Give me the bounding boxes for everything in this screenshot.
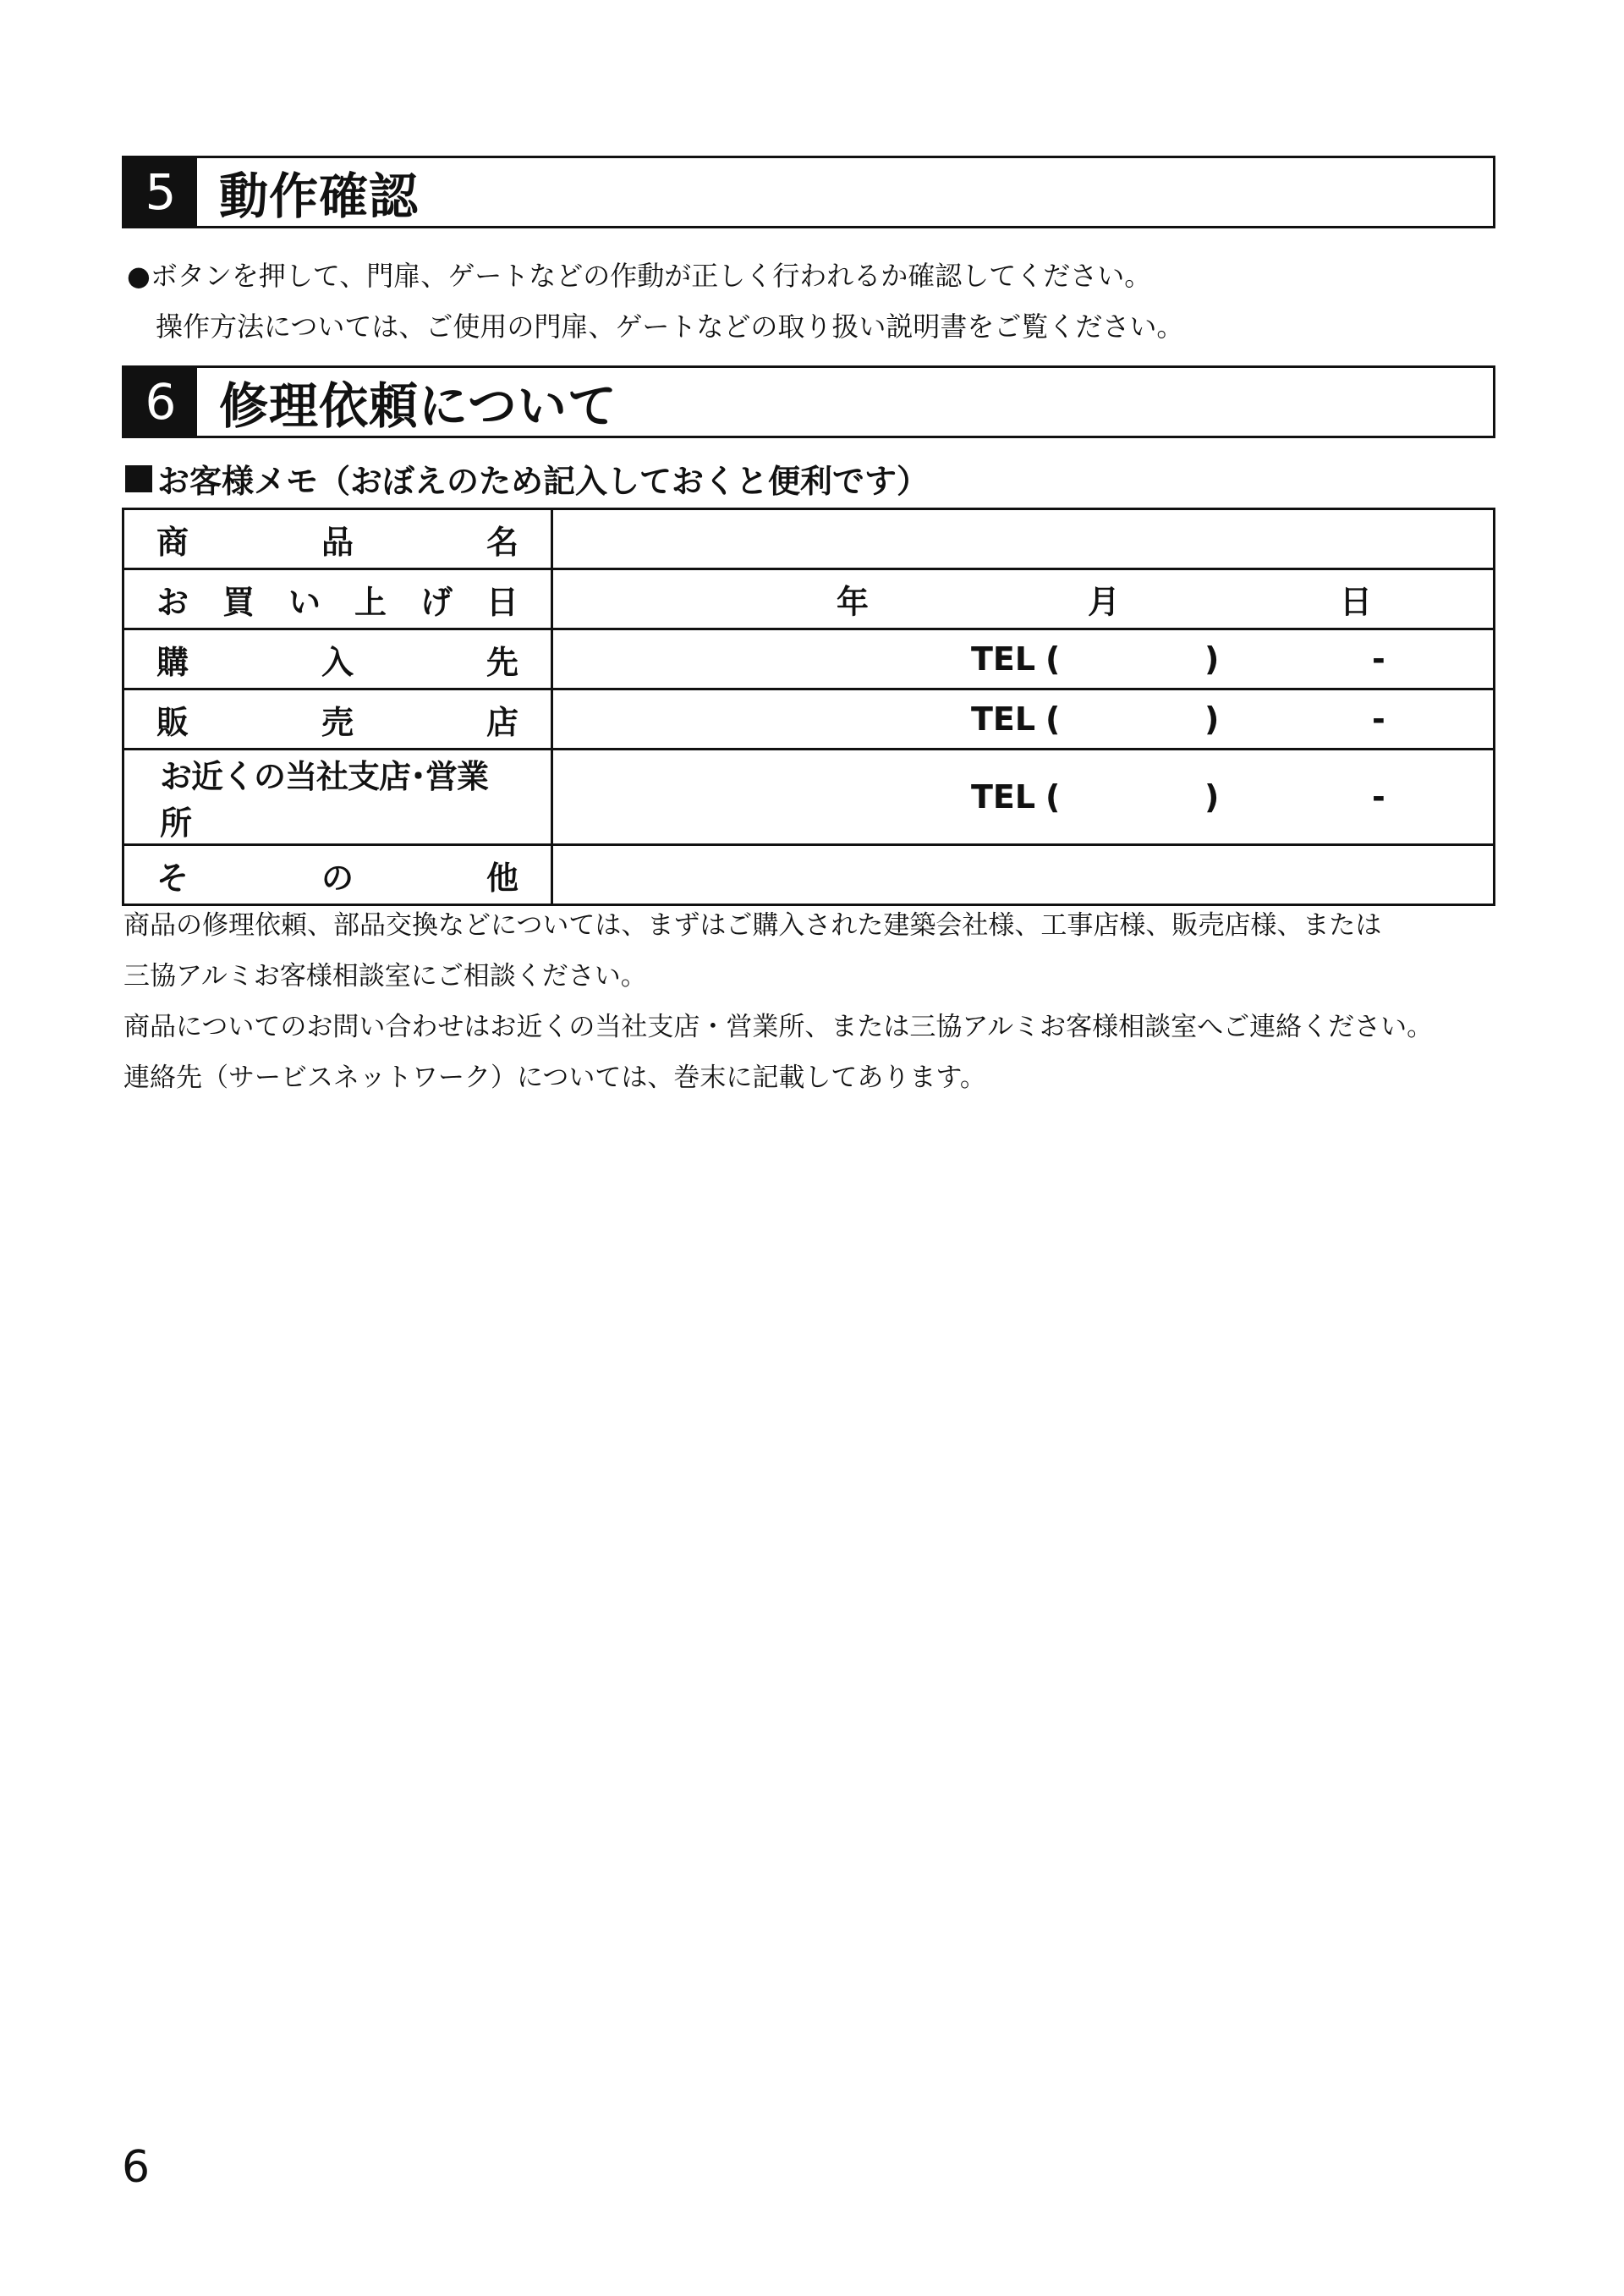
product-name-field[interactable] [552,509,1495,569]
page-number: 6 [122,2142,151,2193]
label-shop: 販 売 店 [123,689,552,750]
section-5-body [127,250,1183,352]
note-line: 連絡先（サービスネットワーク）については、巻末に記載してあります。 [123,1063,986,1093]
label-purchase-date: お 買 い 上 げ 日 [123,569,552,629]
table-row [123,569,1495,629]
section-title: 修理依頼について [219,377,617,435]
tel-paren-close: ) [1204,700,1220,738]
tel-dash: - [1372,700,1385,738]
section-5-header [122,156,1495,228]
table-row [123,689,1495,750]
tel-label: TEL [971,700,1036,738]
section-6-header [122,365,1495,438]
square-bullet-icon [125,465,152,492]
note-line: 商品についてのお問い合わせはお近くの当社支店・営業所、または三協アルミお客様相談室へご連絡ください。 [123,1012,1434,1042]
other-field[interactable] [552,845,1495,905]
year-label: 年 [837,583,870,621]
table-row [123,509,1495,569]
section-number: 6 [124,368,197,436]
section-number: 5 [124,158,197,226]
day-label: 日 [1340,583,1373,621]
tel-dash: - [1372,778,1385,816]
shop-field[interactable] [552,689,1495,750]
instruction-line: 操作方法については、ご使用の門扉、ゲートなどの取り扱い説明書をご覧ください。 [156,310,1184,343]
bullet-icon: ● [127,260,151,292]
note-line: 商品の修理依頼、部品交換などについては、まずはご購入された建築会社様、工事店様、販売店様、または [123,910,1382,941]
label-branch: お近くの当社支店･営業所 [123,750,552,845]
vendor-field[interactable] [552,629,1495,689]
label-product-name: 商 品 名 [123,509,552,569]
customer-memo-table [122,508,1495,906]
section-title: 動作確認 [219,168,420,225]
notes [123,900,1433,1103]
tel-label: TEL [971,640,1036,678]
table-row [123,845,1495,905]
memo-title: お客様メモ（おぼえのため記入しておくと便利です） [125,455,929,502]
instruction-line: ●ボタンを押して、門扉、ゲートなどの作動が正しく行われるか確認してください。 [127,260,1152,292]
month-label: 月 [1088,583,1121,621]
table-row [123,629,1495,689]
tel-label: TEL [971,778,1036,816]
tel-paren-open: ( [1045,640,1061,678]
tel-paren-close: ) [1204,640,1220,678]
branch-field[interactable] [552,750,1495,845]
tel-dash: - [1372,640,1385,678]
label-vendor: 購 入 先 [123,629,552,689]
label-other: そ の 他 [123,845,552,905]
note-line: 三協アルミお客様相談室にご相談ください。 [123,961,647,991]
tel-paren-open: ( [1045,700,1061,738]
table-row [123,750,1495,845]
tel-paren-close: ) [1204,778,1220,816]
tel-paren-open: ( [1045,778,1061,816]
purchase-date-field[interactable] [552,569,1495,629]
